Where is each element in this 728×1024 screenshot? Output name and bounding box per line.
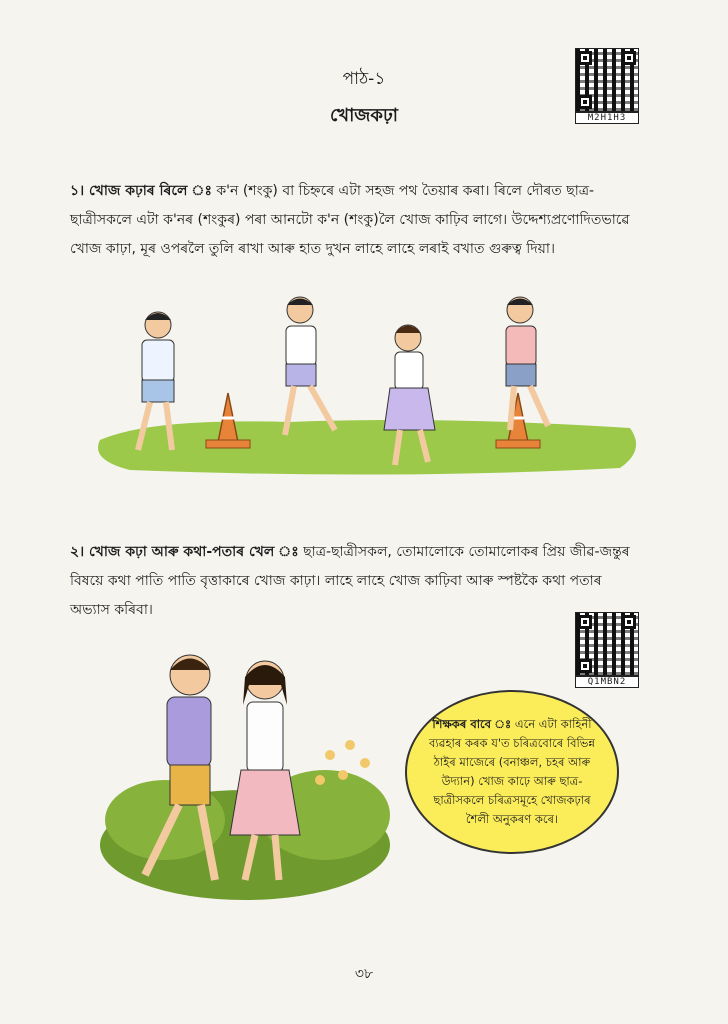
- lesson-title: খোজকঢ়া: [329, 105, 399, 126]
- section-2-line-1: ছাত্ৰ-ছাত্ৰীসকল, তোমালোকে তোমালোকৰ প্ৰিয় জীৱ-জন্তুৰ: [303, 544, 630, 560]
- qr-code-block-1[interactable]: [575, 48, 639, 124]
- section-1-line-3: খোজ কাঢ়া, মূৰ ওপৰলৈ তুলি ৰাখা আৰু হাত দুখন লাহে লাহে লৰাই বখাত গুৰুত্ব দিয়া।: [70, 241, 555, 257]
- qr-code-icon[interactable]: [575, 612, 639, 676]
- qr-code-block-2[interactable]: [575, 612, 639, 688]
- qr-code-label: M2H1H3: [575, 112, 639, 124]
- section-1-text: [70, 177, 680, 264]
- section-2-line-2: বিষয়ে কথা পাতি পাতি বৃত্তাকাৰে খোজ কাঢ়া। লাহে লাহে খোজ কাঢ়িবা আৰু স্পষ্টকৈ কথা পতাৰ: [70, 573, 602, 589]
- child-figure: [285, 297, 335, 435]
- walking-relay-illustration: [90, 290, 650, 485]
- page-number: ৩৮: [354, 966, 374, 982]
- teacher-note-text: [427, 715, 597, 829]
- section-1-heading: ১। খোজ কঢ়াৰ ৰিলে ঃ: [70, 183, 212, 199]
- walking-talking-illustration: [95, 645, 395, 910]
- teacher-note-bubble: [405, 690, 619, 854]
- section-2-heading: ২। খোজ কঢ়া আৰু কথা-পতাৰ খেল ঃ: [70, 544, 299, 560]
- lesson-number: পাঠ-১: [342, 69, 386, 89]
- qr-code-label: Q1MBN2: [575, 676, 639, 688]
- teacher-note-body: এনে এটা কাহিনী ব্যৱহাৰ কৰক য'ত চৰিত্ৰবোৰে বিভিন্ন ঠাইৰ মাজেৰে (বনাঞ্চল, চহৰ আৰু উদ্যান) খোজ কাঢ়ে আৰু ছাত্ৰ-ছাত্ৰীসকলে চৰিত্ৰসমূহে খোজকঢ়াৰ শৈলী অনুকৰণ কৰে।: [429, 717, 595, 826]
- section-1-line-2: ছাত্ৰীসকলে এটা ক'নৰ (শংকুৰ) পৰা আনটো ক'ন (শংকু)লৈ খোজ কাঢ়িব লাগে। উদ্দেশ্যপ্ৰণোদিতভাৱে: [70, 212, 630, 228]
- section-2-line-3: অভ্যাস কৰিবা।: [70, 602, 153, 618]
- section-1-line-1: ক'ন (শংকু) বা চিহ্নৰে এটা সহজ পথ তৈয়াৰ কৰা। ৰিলে দৌৰত ছাত্ৰ-: [216, 183, 595, 199]
- qr-code-icon[interactable]: [575, 48, 639, 112]
- teacher-note-label: শিক্ষকৰ বাবে ঃ: [432, 717, 512, 731]
- child-figure: [506, 297, 548, 430]
- cone-icon: [496, 393, 540, 448]
- grass-field: [98, 420, 636, 475]
- cone-icon: [206, 393, 250, 448]
